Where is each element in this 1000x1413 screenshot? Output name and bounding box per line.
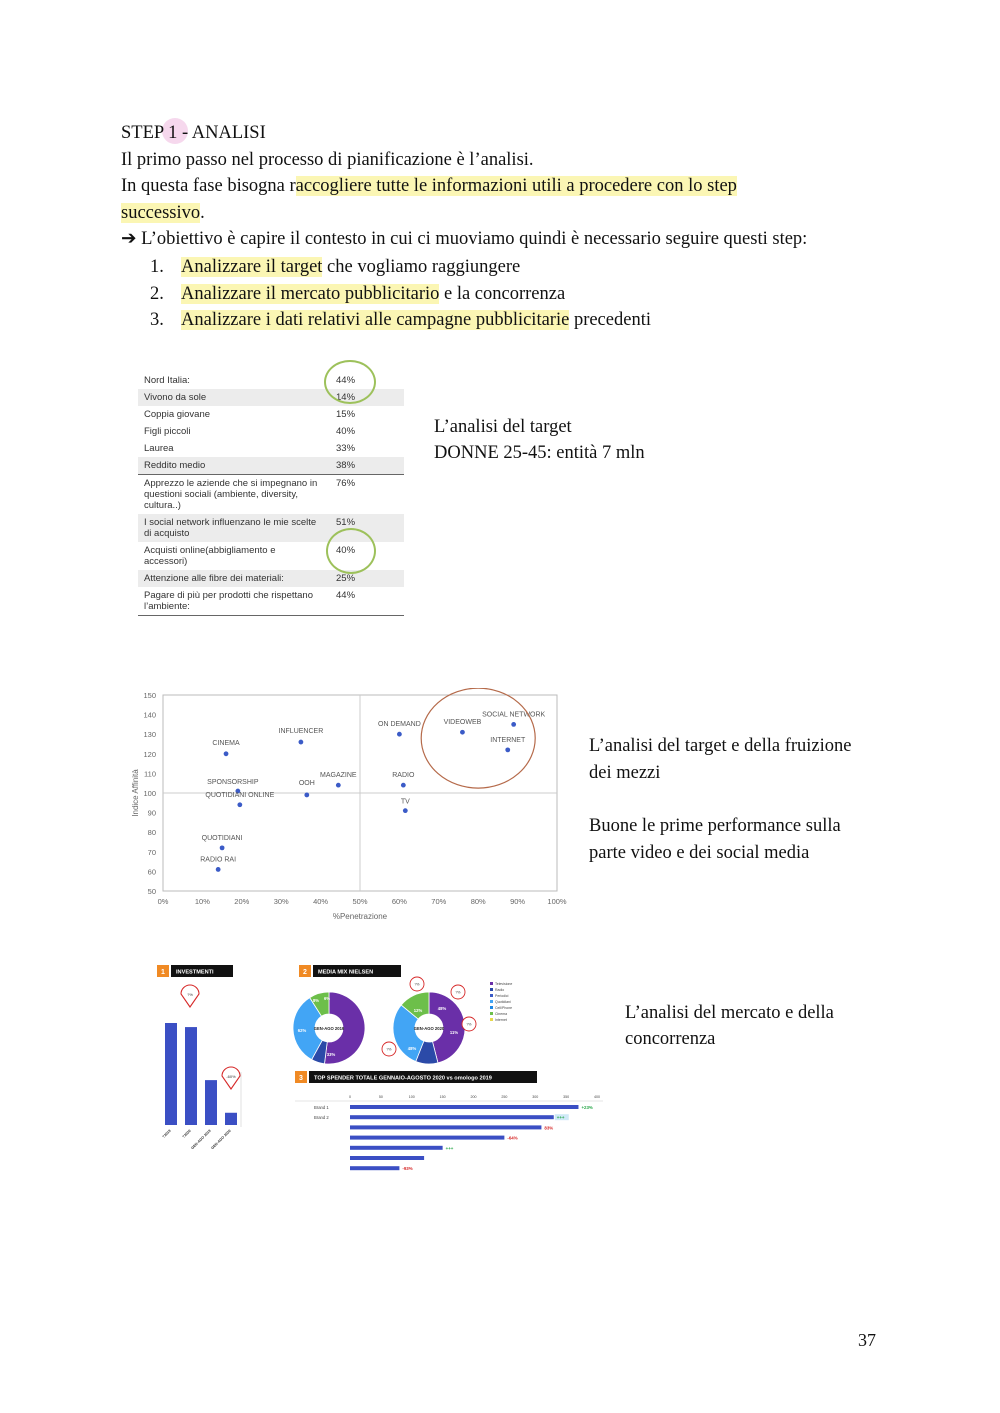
- legend-swatch: [490, 988, 493, 991]
- list-item: 3. Analizzare i dati relativi alle campagne pubblicitarie precedenti: [150, 310, 651, 330]
- y-axis-label: Indice Affinità: [131, 769, 140, 817]
- point-label: VIDEOWEB: [443, 719, 482, 727]
- point-label: CINEMA: [212, 739, 240, 747]
- data-point: [220, 845, 225, 850]
- section-title: TOP SPENDER TOTALE GENNAIO-AGOSTO 2020 vs omologo 2019: [314, 1075, 492, 1082]
- table-row: Laurea 33%: [144, 443, 356, 454]
- point-label: TV: [400, 798, 410, 806]
- caption-target-2: DONNE 25-45: entità 7 mln: [434, 443, 645, 463]
- slice-label: 8%: [312, 998, 320, 1003]
- market-dashboard: [150, 952, 605, 1174]
- point-label: ON DEMAND: [378, 721, 421, 729]
- highlight-circle: [326, 528, 376, 574]
- callout-label: ?%: [386, 1047, 392, 1052]
- intro-line-1: Il primo passo nel processo di pianificazione è l’analisi.: [121, 150, 534, 170]
- data-point: [397, 732, 402, 737]
- caption-media-1: L’analisi del target e della fruizione: [589, 736, 852, 756]
- point-label: INTERNET: [490, 736, 526, 744]
- badge-number: 1: [161, 969, 165, 976]
- bar: [350, 1146, 443, 1150]
- badge-number: 2: [303, 969, 307, 976]
- data-point: [403, 808, 408, 813]
- caption-media-4: parte video e dei social media: [589, 843, 810, 863]
- x-tick-label: 0: [349, 1095, 351, 1099]
- arrow-icon: ➔: [121, 229, 137, 249]
- slice-label: 48%: [437, 1006, 447, 1011]
- data-point: [511, 722, 516, 727]
- table-row: Coppia giovane 15%: [144, 409, 356, 420]
- list-item: 1. Analizzare il target che vogliamo raggiungere: [150, 257, 521, 277]
- y-tick-label: 90: [147, 808, 156, 818]
- highlight-circle: [324, 360, 376, 404]
- data-point: [216, 867, 221, 872]
- y-tick-label: 130: [143, 730, 156, 740]
- bar-category: Brand 1: [314, 1105, 329, 1110]
- data-point: [237, 802, 242, 807]
- x-tick-label: 50: [378, 1095, 383, 1099]
- caption-target-1: L’analisi del target: [434, 417, 572, 437]
- data-point: [336, 783, 341, 788]
- data-point: [299, 740, 304, 745]
- point-label: QUOTIDIANI ONLINE: [205, 791, 275, 799]
- section-title: INVESTMENTI: [176, 969, 214, 976]
- table-row: Pagare di più per prodotti che rispettano l’ambiente: 44%: [138, 587, 404, 616]
- x-tick-label: 80%: [470, 897, 486, 906]
- x-tick-label: 400: [594, 1095, 600, 1099]
- callout-label: ?%: [187, 992, 193, 997]
- intro-line-2: In questa fase bisogna raccogliere tutte le informazioni utili a procedere con lo step: [121, 176, 737, 196]
- bar-category: ?2019: [161, 1128, 172, 1139]
- objective-line: ➔ L’obiettivo è capire il contesto in cui ci muoviamo quindi è necessario seguire questi step:: [121, 229, 808, 249]
- x-tick-label: 350: [563, 1095, 570, 1099]
- scatter-chart: [125, 688, 575, 923]
- bar: [350, 1136, 504, 1140]
- x-tick-label: 90%: [510, 897, 526, 906]
- point-label: SPONSORSHIP: [207, 779, 259, 787]
- x-tick-label: 30%: [273, 897, 289, 906]
- slice-label: 12%: [413, 1008, 423, 1013]
- data-point: [304, 793, 309, 798]
- legend-label: Cinema: [495, 1012, 508, 1016]
- callout-label: ?%: [466, 1022, 472, 1027]
- x-tick-label: 50%: [352, 897, 368, 906]
- y-tick-label: 150: [143, 691, 156, 700]
- legend-swatch: [490, 994, 493, 997]
- caption-media-3: Buone le prime performance sulla: [589, 816, 841, 836]
- y-tick-label: 70: [147, 847, 156, 857]
- point-label: MAGAZINE: [320, 772, 357, 780]
- y-tick-label: 60: [147, 867, 156, 877]
- y-tick-label: 110: [144, 769, 156, 779]
- legend-swatch: [490, 982, 493, 985]
- callout-label: ?%: [414, 982, 420, 987]
- legend-label: Quotidiani: [495, 1000, 511, 1004]
- data-label: 83%: [544, 1125, 554, 1131]
- bar-category: Brand 2: [314, 1115, 329, 1121]
- section-title: MEDIA MIX NIELSEN: [318, 969, 374, 976]
- point-label: SOCIAL NETWORK: [482, 711, 546, 719]
- page-number: 37: [858, 1330, 876, 1350]
- x-axis-label: %Penetrazione: [332, 912, 388, 921]
- table-row: Figli piccoli 40%: [144, 426, 356, 437]
- legend-label: Cell/Phone: [495, 1006, 513, 1010]
- badge-number: 3: [299, 1075, 303, 1082]
- y-tick-label: 80: [147, 828, 156, 838]
- table-row: Acquisti online(abbigliamento e accessori) 40%: [144, 545, 356, 567]
- bar: [350, 1115, 554, 1119]
- point-label: OOH: [298, 779, 315, 787]
- slice-label: 62%: [297, 1028, 307, 1033]
- x-tick-label: 100: [408, 1095, 415, 1099]
- y-tick-label: 140: [143, 710, 156, 720]
- legend-swatch: [490, 1000, 493, 1003]
- table-row: Apprezzo le aziende che si impegnano in questioni sociali (ambiente, diversity, cultura..) 76%: [138, 475, 404, 515]
- data-label: -93%: [402, 1166, 413, 1172]
- table-row: Vivono da sole 14%: [138, 389, 404, 406]
- donut-center-label: GEN-AGO 2020: [413, 1026, 445, 1031]
- legend-label: Televisione: [495, 982, 513, 986]
- point-label: RADIO RAI: [200, 856, 237, 864]
- x-tick-label: 300: [532, 1095, 539, 1099]
- intro-line-3: successivo.: [121, 203, 205, 223]
- x-tick-label: 40%: [313, 897, 329, 906]
- bar: [165, 1023, 177, 1125]
- list-item: 2. Analizzare il mercato pubblicitario e la concorrenza: [150, 283, 566, 304]
- table-row: Reddito medio 38%: [138, 457, 404, 475]
- bar-category: GEN-AGO 2019: [190, 1128, 212, 1151]
- x-tick-label: 70%: [431, 897, 447, 906]
- donut-center-label: GEN-AGO 2019: [313, 1026, 345, 1031]
- x-tick-label: 150: [439, 1095, 446, 1099]
- bar: [185, 1027, 197, 1125]
- legend-swatch: [490, 1012, 493, 1015]
- bar: [205, 1080, 217, 1125]
- bar: [350, 1125, 541, 1129]
- caption-market-2: concorrenza: [625, 1029, 716, 1049]
- bar: [350, 1105, 578, 1109]
- data-label: -64%: [507, 1135, 518, 1141]
- y-tick-label: 100: [143, 789, 156, 798]
- caption-media-2: dei mezzi: [589, 763, 661, 783]
- x-tick-label: 250: [501, 1095, 508, 1099]
- data-point: [224, 751, 229, 756]
- section-heading: STEP 1 - ANALISI: [121, 123, 266, 143]
- data-label: +++: [556, 1115, 565, 1121]
- y-tick-label: 120: [143, 749, 156, 759]
- slice-label: 48%: [407, 1046, 417, 1051]
- callout-label: -60%: [226, 1074, 236, 1079]
- legend-swatch: [490, 1018, 493, 1021]
- point-label: INFLUENCER: [278, 728, 324, 736]
- slice-label: 6%: [323, 996, 331, 1001]
- x-tick-label: 60%: [391, 897, 407, 906]
- slice-label: 11%: [449, 1030, 459, 1035]
- legend-swatch: [490, 1006, 493, 1009]
- caption-market-1: L’analisi del mercato e della: [625, 1003, 834, 1023]
- bar: [350, 1166, 399, 1170]
- x-tick-label: 100%: [547, 897, 567, 906]
- y-tick-label: 50: [147, 887, 156, 896]
- target-table: [138, 372, 404, 616]
- bar-category: GEN-AGO 2020: [210, 1128, 232, 1151]
- table-row: I social network influenzano le mie scelte di acquisto 51%: [138, 514, 404, 542]
- legend-label: Internet: [495, 1018, 507, 1022]
- steps-list: [150, 254, 651, 334]
- x-tick-label: 0%: [157, 897, 169, 906]
- slice-label: 33%: [326, 1052, 336, 1057]
- bar: [225, 1113, 237, 1125]
- legend-label: Periodici: [495, 994, 509, 998]
- x-tick-label: 200: [470, 1095, 477, 1099]
- data-label: +++: [445, 1145, 454, 1151]
- x-tick-label: 20%: [234, 897, 250, 906]
- table-row: Nord Italia: 44%: [144, 375, 356, 386]
- bar-category: ?2020: [181, 1128, 192, 1139]
- data-label: +23%: [581, 1105, 593, 1110]
- data-point: [505, 747, 510, 752]
- bar: [350, 1156, 424, 1160]
- data-point: [460, 730, 465, 735]
- point-label: RADIO: [392, 772, 415, 780]
- point-label: QUOTIDIANI: [201, 834, 243, 842]
- table-row: Attenzione alle fibre dei materiali: 25%: [138, 570, 404, 587]
- callout-label: ?%: [455, 990, 461, 995]
- data-point: [401, 783, 406, 788]
- x-tick-label: 10%: [194, 897, 210, 906]
- legend-label: Radio: [495, 988, 505, 992]
